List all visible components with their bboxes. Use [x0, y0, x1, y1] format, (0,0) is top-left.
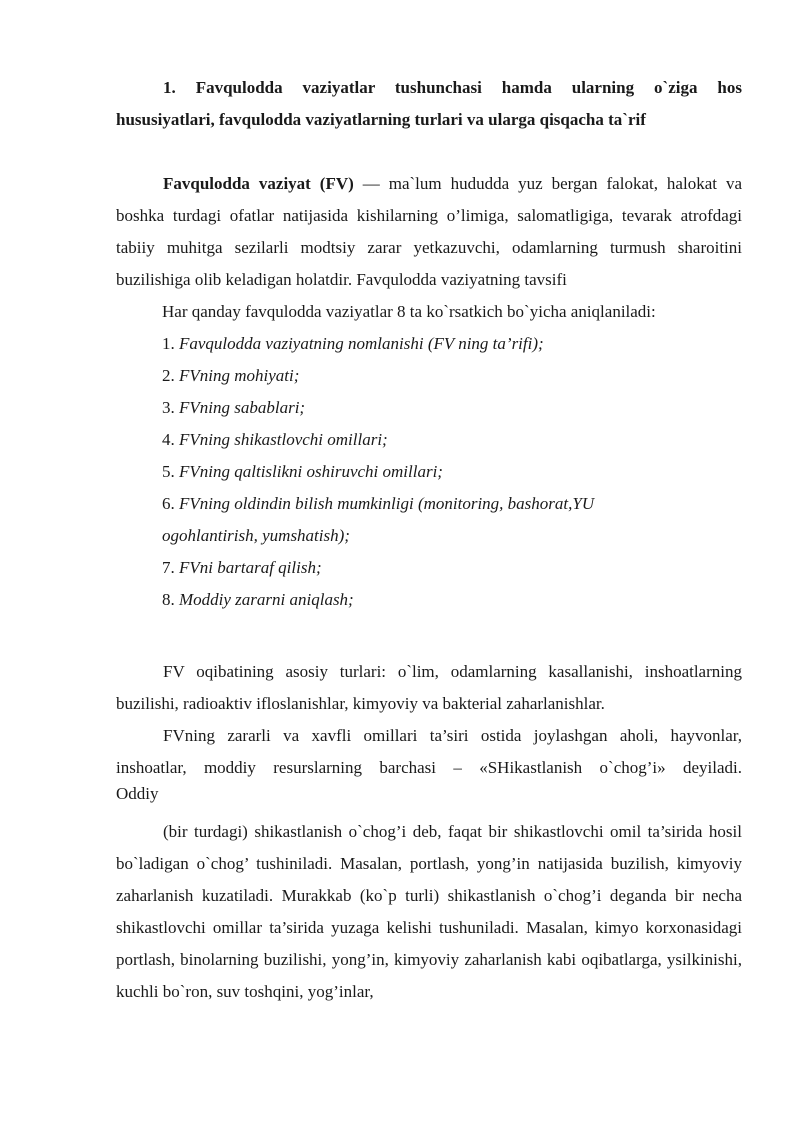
- list-item-text: FVning oldindin bilish mumkinligi (monitoring, bashorat,YU: [179, 494, 595, 513]
- list-item-number: 6.: [162, 494, 175, 513]
- list-item-number: 2.: [162, 366, 175, 385]
- list-item-text: Favqulodda vaziyatning nomlanishi (FV ning ta’rifi);: [179, 334, 544, 353]
- list-item: [162, 328, 762, 360]
- definition-term: Favqulodda vaziyat (FV): [163, 174, 354, 193]
- list-item-text: FVni bartaraf qilish;: [179, 558, 322, 577]
- definition-text: — ma`lum hududda yuz bergan falokat, halokat va boshka turdagi ofatlar natijasida kishilarning o’limiga, salomatligiga, tevarak atrofdagi tabiiy muhitga sezilarli modtsiy zarar yetkazuvchi, odamlarning turmush sharoitini buzilishiga olib keladigan holatdir. Favqulodda vaziyatning tavsifi: [116, 174, 742, 289]
- list-item-number: 8.: [162, 590, 175, 609]
- definition-paragraph: [116, 168, 742, 296]
- indicators-intro: Har qanday favqulodda vaziyatlar 8 ta ko`rsatkich bo`yicha aniqlaniladi:: [162, 302, 656, 321]
- list-item: [162, 552, 762, 584]
- list-item-number: 4.: [162, 430, 175, 449]
- section-heading-line-1: 1. Favqulodda vaziyatlar tushunchasi hamda ularning o`ziga hos: [163, 78, 742, 97]
- focus-paragraph-line-2: inshoatlar, moddiy resurslarning barchasi – «SHikastlanish o`chog’i» deyiladi.: [116, 758, 742, 777]
- list-item-number: 7.: [162, 558, 175, 577]
- list-item: [162, 424, 762, 456]
- focus-paragraph-line-3: Oddiy: [116, 784, 159, 803]
- list-item: [162, 584, 762, 616]
- focus-paragraph-line-1: FVning zararli va xavfli omillari ta’siri ostida joylashgan aholi, hayvonlar,: [163, 726, 742, 745]
- list-item-text: ogohlantirish, yumshatish);: [162, 526, 350, 545]
- list-item: [162, 360, 762, 392]
- list-item-number: 5.: [162, 462, 175, 481]
- list-item: [162, 488, 762, 520]
- list-item-text: FVning qaltislikni oshiruvchi omillari;: [179, 462, 443, 481]
- list-item-continuation: [162, 520, 762, 552]
- list-item-number: 1.: [162, 334, 175, 353]
- lesion-types-paragraph: (bir turdagi) shikastlanish o`chog’i deb, faqat bir shikastlovchi omil ta’sirida hosil bo`ladigan o`chog’ tushiniladi. Masalan, portlash, yong’in natijasida buzilish, kimyoviy zaharlanish kuzatiladi. Murakkab (ko`p turli) shikastlanish o`chog’i deganda bir necha shikastlovchi omillar ta’sirida yuzaga kelishi tushuniladi. Masalan, kimyo korxonasidagi portlash, binolarning buzilishi, yong’in, kimyoviy zaharlanish kabi oqibatlarga, ysilkinishi, kuchli bo`ron, suv toshqini, yog’inlar,: [116, 822, 742, 1001]
- list-item-text: FVning shikastlovchi omillari;: [179, 430, 388, 449]
- list-item: [162, 456, 762, 488]
- list-item: [162, 392, 762, 424]
- list-item-text: FVning sabablari;: [179, 398, 306, 417]
- list-item-number: 3.: [162, 398, 175, 417]
- section-heading-line-2: hususiyatlari, favqulodda vaziyatlarning turlari va ularga qisqacha ta`rif: [116, 110, 646, 129]
- consequences-paragraph: FV oqibatining asosiy turlari: o`lim, odamlarning kasallanishi, inshoatlarning buzilishi, radioaktiv ifloslanishlar, kimyoviy va bakterial zaharlanishlar.: [116, 662, 742, 713]
- list-item-text: Moddiy zararni aniqlash;: [179, 590, 354, 609]
- list-item-text: FVning mohiyati;: [179, 366, 300, 385]
